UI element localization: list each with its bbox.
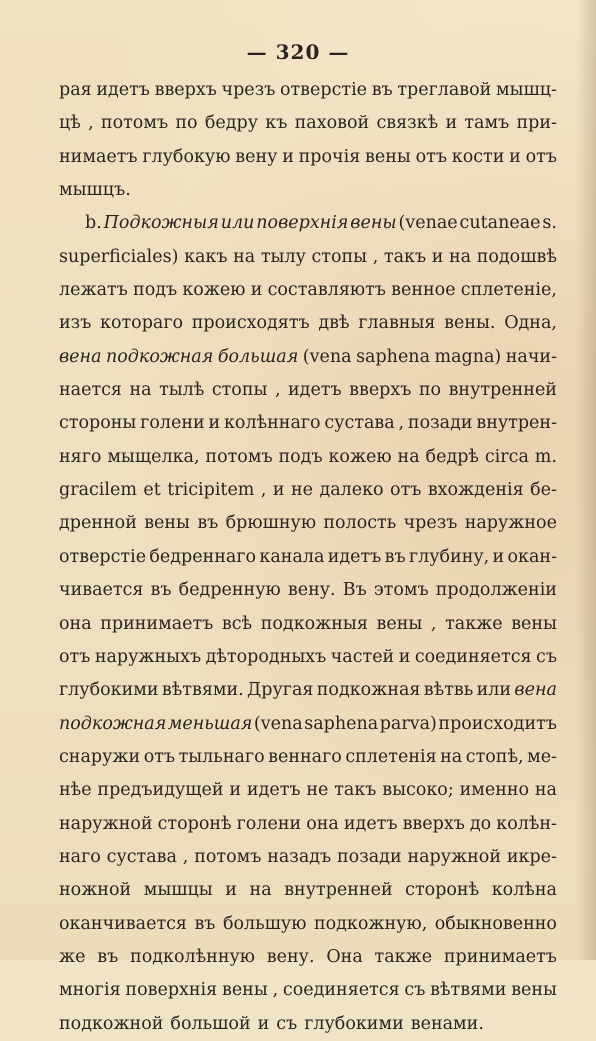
- word: стороны: [59, 413, 137, 434]
- word: отъ: [59, 646, 91, 667]
- word: вверхъ: [154, 80, 217, 100]
- text-line: [59, 74, 557, 107]
- word: няго: [59, 446, 102, 467]
- word: идетъ: [288, 380, 342, 401]
- word: позади: [337, 846, 402, 867]
- word: подкожная: [316, 680, 421, 701]
- word: подъ: [278, 446, 323, 467]
- word: ,: [272, 980, 279, 1001]
- word: внутрен-: [476, 413, 557, 434]
- word: въ: [150, 580, 172, 601]
- word: подкожную,: [313, 913, 428, 934]
- word: Подкожныя: [103, 213, 219, 234]
- word: наружной: [59, 813, 153, 834]
- word: цѣ: [59, 113, 81, 134]
- word: поверхнія: [256, 213, 349, 234]
- text-line: [59, 541, 557, 574]
- word: составляютъ: [267, 280, 386, 301]
- word: parva): [379, 713, 437, 734]
- page-edge-shadow: [576, 0, 596, 960]
- word: стопы: [311, 246, 368, 267]
- word: подкожная: [59, 713, 167, 734]
- word: бедреннаго: [149, 546, 257, 567]
- text-line: [59, 674, 557, 707]
- word: въ: [197, 513, 219, 534]
- word: именно: [459, 780, 530, 801]
- word: et: [143, 480, 161, 501]
- word: или: [476, 680, 512, 701]
- word: вѣтвями.: [161, 680, 244, 701]
- word: не: [290, 480, 313, 501]
- text-line: [59, 141, 557, 174]
- word: полость: [323, 513, 397, 534]
- word: и: [250, 280, 263, 301]
- word: вену: [235, 146, 278, 167]
- word: частей: [330, 646, 395, 667]
- word: вены: [376, 613, 423, 634]
- word: икре-: [506, 846, 557, 867]
- word: s.: [542, 213, 557, 234]
- word: соединяется: [282, 980, 400, 1001]
- word: мышцы: [143, 880, 213, 901]
- text-line: [59, 741, 557, 774]
- word: наго: [59, 846, 101, 867]
- word: вены: [511, 613, 557, 634]
- word: отъ: [525, 146, 557, 167]
- word: также: [445, 613, 503, 634]
- word: Другая: [247, 680, 314, 701]
- word: (venae: [398, 213, 458, 234]
- text-line: [59, 507, 557, 540]
- word: по: [175, 113, 198, 134]
- word: не: [306, 780, 329, 801]
- word: вены: [221, 980, 268, 1001]
- word: глубину,: [408, 546, 490, 567]
- word: глубокими: [59, 680, 159, 701]
- word: она: [306, 813, 339, 834]
- word: идетъ: [343, 813, 398, 834]
- text-line: [59, 241, 557, 274]
- word: подкожная: [106, 346, 214, 367]
- word: b.: [85, 213, 102, 234]
- word: подъ: [133, 280, 178, 301]
- word: вены: [511, 980, 557, 1001]
- word: и: [492, 546, 505, 567]
- word: соединяется: [414, 646, 532, 667]
- text-line: [59, 708, 557, 741]
- word: предъидущей: [97, 780, 224, 801]
- word: венное: [391, 280, 456, 301]
- word: главныя: [358, 313, 436, 334]
- word: тылу: [260, 246, 306, 267]
- word: далеко: [319, 480, 384, 501]
- word: и: [509, 146, 521, 167]
- word: глубокими: [304, 1013, 404, 1034]
- word: нѣе: [59, 780, 92, 801]
- word: вены.: [444, 313, 496, 334]
- word: вены: [350, 213, 397, 234]
- text-line: [59, 474, 557, 507]
- word: мышц-: [495, 80, 557, 100]
- word: большой: [170, 1013, 251, 1034]
- word: паховой: [294, 113, 370, 134]
- word: же: [59, 946, 86, 967]
- word: saphena: [304, 713, 379, 734]
- word: подошвѣ: [476, 246, 557, 267]
- text-line: [59, 174, 557, 207]
- word: принимаетъ: [100, 613, 214, 634]
- word: ме-: [527, 746, 557, 767]
- word: венами.: [410, 1013, 484, 1034]
- word: она: [59, 613, 92, 634]
- word: и: [445, 113, 458, 134]
- word: идетъ: [246, 780, 301, 801]
- word: продолженіи: [435, 580, 557, 601]
- word: по: [418, 380, 442, 401]
- word: сплетенія: [345, 746, 437, 767]
- word: этомъ: [373, 580, 429, 601]
- word: потомъ: [100, 113, 169, 134]
- word: бе-: [530, 480, 557, 501]
- word: вену.: [266, 946, 315, 967]
- word: прочія: [298, 146, 361, 167]
- word: ,: [398, 413, 405, 434]
- word: съ: [536, 646, 557, 667]
- word: позади: [407, 413, 473, 434]
- word: меньшая: [167, 713, 253, 734]
- word: Въ: [342, 580, 367, 601]
- text-line: [59, 574, 557, 607]
- word: (vena: [302, 346, 352, 367]
- text-line: [59, 808, 557, 841]
- word: и: [225, 880, 237, 901]
- word: внутренней: [448, 380, 557, 401]
- word: наружныхъ: [94, 646, 202, 667]
- word: двѣ: [318, 313, 350, 334]
- word: и: [257, 1013, 270, 1034]
- text-line: [59, 407, 557, 440]
- word: сторонѣ: [157, 813, 232, 834]
- word: ,: [274, 380, 281, 401]
- body-text: [59, 74, 557, 1041]
- word: чрезъ: [403, 513, 458, 534]
- word: ,: [260, 480, 267, 501]
- word: колѣннаго: [223, 413, 321, 434]
- word: ,: [88, 113, 94, 134]
- word: съ: [404, 980, 426, 1001]
- word: saphena: [356, 346, 431, 367]
- word: и: [208, 413, 221, 434]
- word: отъ: [143, 746, 176, 767]
- word: котораго: [100, 313, 184, 334]
- word: Одна,: [504, 313, 557, 334]
- word: какъ: [184, 246, 228, 267]
- word: или: [220, 213, 255, 234]
- word: мышцъ.: [59, 180, 131, 201]
- word: ,: [430, 613, 437, 634]
- page-number: — 320 —: [246, 40, 350, 64]
- word: канала: [259, 546, 325, 567]
- word: вену.: [287, 580, 336, 601]
- word: сустава: [324, 413, 395, 434]
- text-line: [59, 307, 557, 340]
- word: чрезъ: [221, 80, 276, 100]
- word: gracilem: [59, 480, 137, 501]
- word: всѣ: [221, 613, 253, 634]
- word: треглавой: [397, 80, 492, 100]
- word: происходятъ: [191, 313, 310, 334]
- word: и: [229, 780, 242, 801]
- word: нимаетъ: [59, 146, 138, 167]
- text-line: [59, 207, 557, 240]
- word: оканчивается: [59, 913, 187, 934]
- word: вхожденія: [427, 480, 524, 501]
- word: сторонѣ: [405, 880, 480, 901]
- word: бедру: [204, 113, 258, 134]
- word: и: [282, 146, 294, 167]
- word: подколѣнную: [130, 946, 256, 967]
- word: колѣн-: [496, 813, 557, 834]
- word: снаружи: [59, 746, 141, 767]
- word: вены: [365, 146, 411, 167]
- word: на: [397, 446, 420, 467]
- word: окан-: [507, 546, 557, 567]
- text-line: [59, 974, 557, 1007]
- word: высоко;: [382, 780, 454, 801]
- text-line: [59, 774, 557, 807]
- word: и: [431, 246, 444, 267]
- word: въ: [371, 80, 393, 100]
- word: сплетеніе,: [460, 280, 557, 301]
- word: веннаго: [268, 746, 342, 767]
- text-line: [59, 908, 557, 941]
- word: многія: [59, 980, 121, 1001]
- word: назадъ: [267, 846, 332, 867]
- word: на: [440, 746, 463, 767]
- word: такъ: [334, 780, 377, 801]
- word: и: [398, 646, 411, 667]
- word: вверхъ: [349, 380, 412, 401]
- word: голени: [140, 413, 205, 434]
- word: также: [374, 946, 433, 967]
- word: лежатъ: [59, 280, 128, 301]
- word: cutaneae: [459, 213, 541, 234]
- word: ножной: [59, 880, 132, 901]
- word: наружное: [464, 513, 557, 534]
- text-line: [59, 941, 557, 974]
- word: на: [129, 380, 152, 401]
- word: идетъ: [96, 80, 150, 100]
- word: отъ: [415, 146, 447, 167]
- text-line: [59, 1008, 557, 1041]
- word: вѣтвями: [430, 980, 507, 1001]
- word: tricipitem: [167, 480, 255, 501]
- word: m.: [534, 446, 557, 467]
- word: тыльнаго: [178, 746, 265, 767]
- word: дѣтородныхъ: [205, 646, 327, 667]
- word: начи-: [505, 346, 557, 367]
- word: чивается: [59, 580, 144, 601]
- text-line: [59, 374, 557, 407]
- word: идетъ: [327, 546, 382, 567]
- word: нается: [59, 380, 122, 401]
- word: мыщелка,: [107, 446, 200, 467]
- word: голени: [236, 813, 302, 834]
- word: потомъ: [205, 446, 273, 467]
- word: большая: [217, 346, 299, 367]
- word: глубокую: [142, 146, 231, 167]
- word: происходитъ: [438, 713, 557, 734]
- word: отверстіе: [279, 80, 368, 100]
- word: подкожной: [59, 1013, 164, 1034]
- word: стопы: [211, 380, 268, 401]
- word: на: [534, 780, 557, 801]
- word: тамъ: [464, 113, 510, 134]
- word: и: [272, 480, 285, 501]
- word: отъ: [390, 480, 422, 501]
- word: съ: [276, 1013, 298, 1034]
- word: въ: [194, 913, 216, 934]
- text-line: [59, 107, 557, 140]
- word: кожею: [328, 446, 392, 467]
- word: въ: [384, 546, 406, 567]
- word: изъ: [59, 313, 92, 334]
- word: подкожныя: [260, 613, 368, 634]
- word: брюшную: [225, 513, 317, 534]
- word: вверхъ: [402, 813, 465, 834]
- word: кости: [451, 146, 505, 167]
- word: рая: [59, 80, 92, 100]
- word: внутренней: [284, 880, 393, 901]
- word: обыкновенно: [434, 913, 557, 934]
- word: вена: [59, 346, 102, 367]
- text-line: [59, 608, 557, 641]
- word: сустава: [106, 846, 177, 867]
- word: кожею: [182, 280, 246, 301]
- word: при-: [516, 113, 557, 134]
- word: отверстіе: [59, 546, 147, 567]
- word: (vena: [253, 713, 303, 734]
- text-line: [59, 641, 557, 674]
- word: стопѣ,: [465, 746, 524, 767]
- word: колѣна: [491, 880, 557, 901]
- word: поверхнія: [125, 980, 218, 1001]
- word: superficiales): [59, 246, 179, 267]
- word: magna): [434, 346, 502, 367]
- word: бедрѣ: [425, 446, 479, 467]
- word: на: [448, 246, 472, 267]
- word: вены: [144, 513, 190, 534]
- word: на: [233, 246, 256, 267]
- text-line: [59, 441, 557, 474]
- word: Она: [326, 946, 363, 967]
- text-line: [59, 274, 557, 307]
- text-line: [59, 874, 557, 907]
- word: большую: [222, 913, 307, 934]
- text-line: [59, 841, 557, 874]
- word: ,: [182, 846, 189, 867]
- word: принимаетъ: [443, 946, 557, 967]
- word: ,: [372, 246, 379, 267]
- word: на: [249, 880, 272, 901]
- word: до: [469, 813, 492, 834]
- word: такъ: [383, 246, 427, 267]
- word: вена: [514, 680, 557, 701]
- word: наружной: [407, 846, 502, 867]
- text-line: [59, 341, 557, 374]
- word: дренной: [59, 513, 137, 534]
- word: circa: [484, 446, 529, 467]
- word: къ: [265, 113, 288, 134]
- word: вѣтвь: [423, 680, 474, 701]
- word: тылѣ: [159, 380, 205, 401]
- word: связкѣ: [376, 113, 439, 134]
- word: въ: [97, 946, 119, 967]
- word: потомъ: [194, 846, 262, 867]
- word: бедренную: [178, 580, 281, 601]
